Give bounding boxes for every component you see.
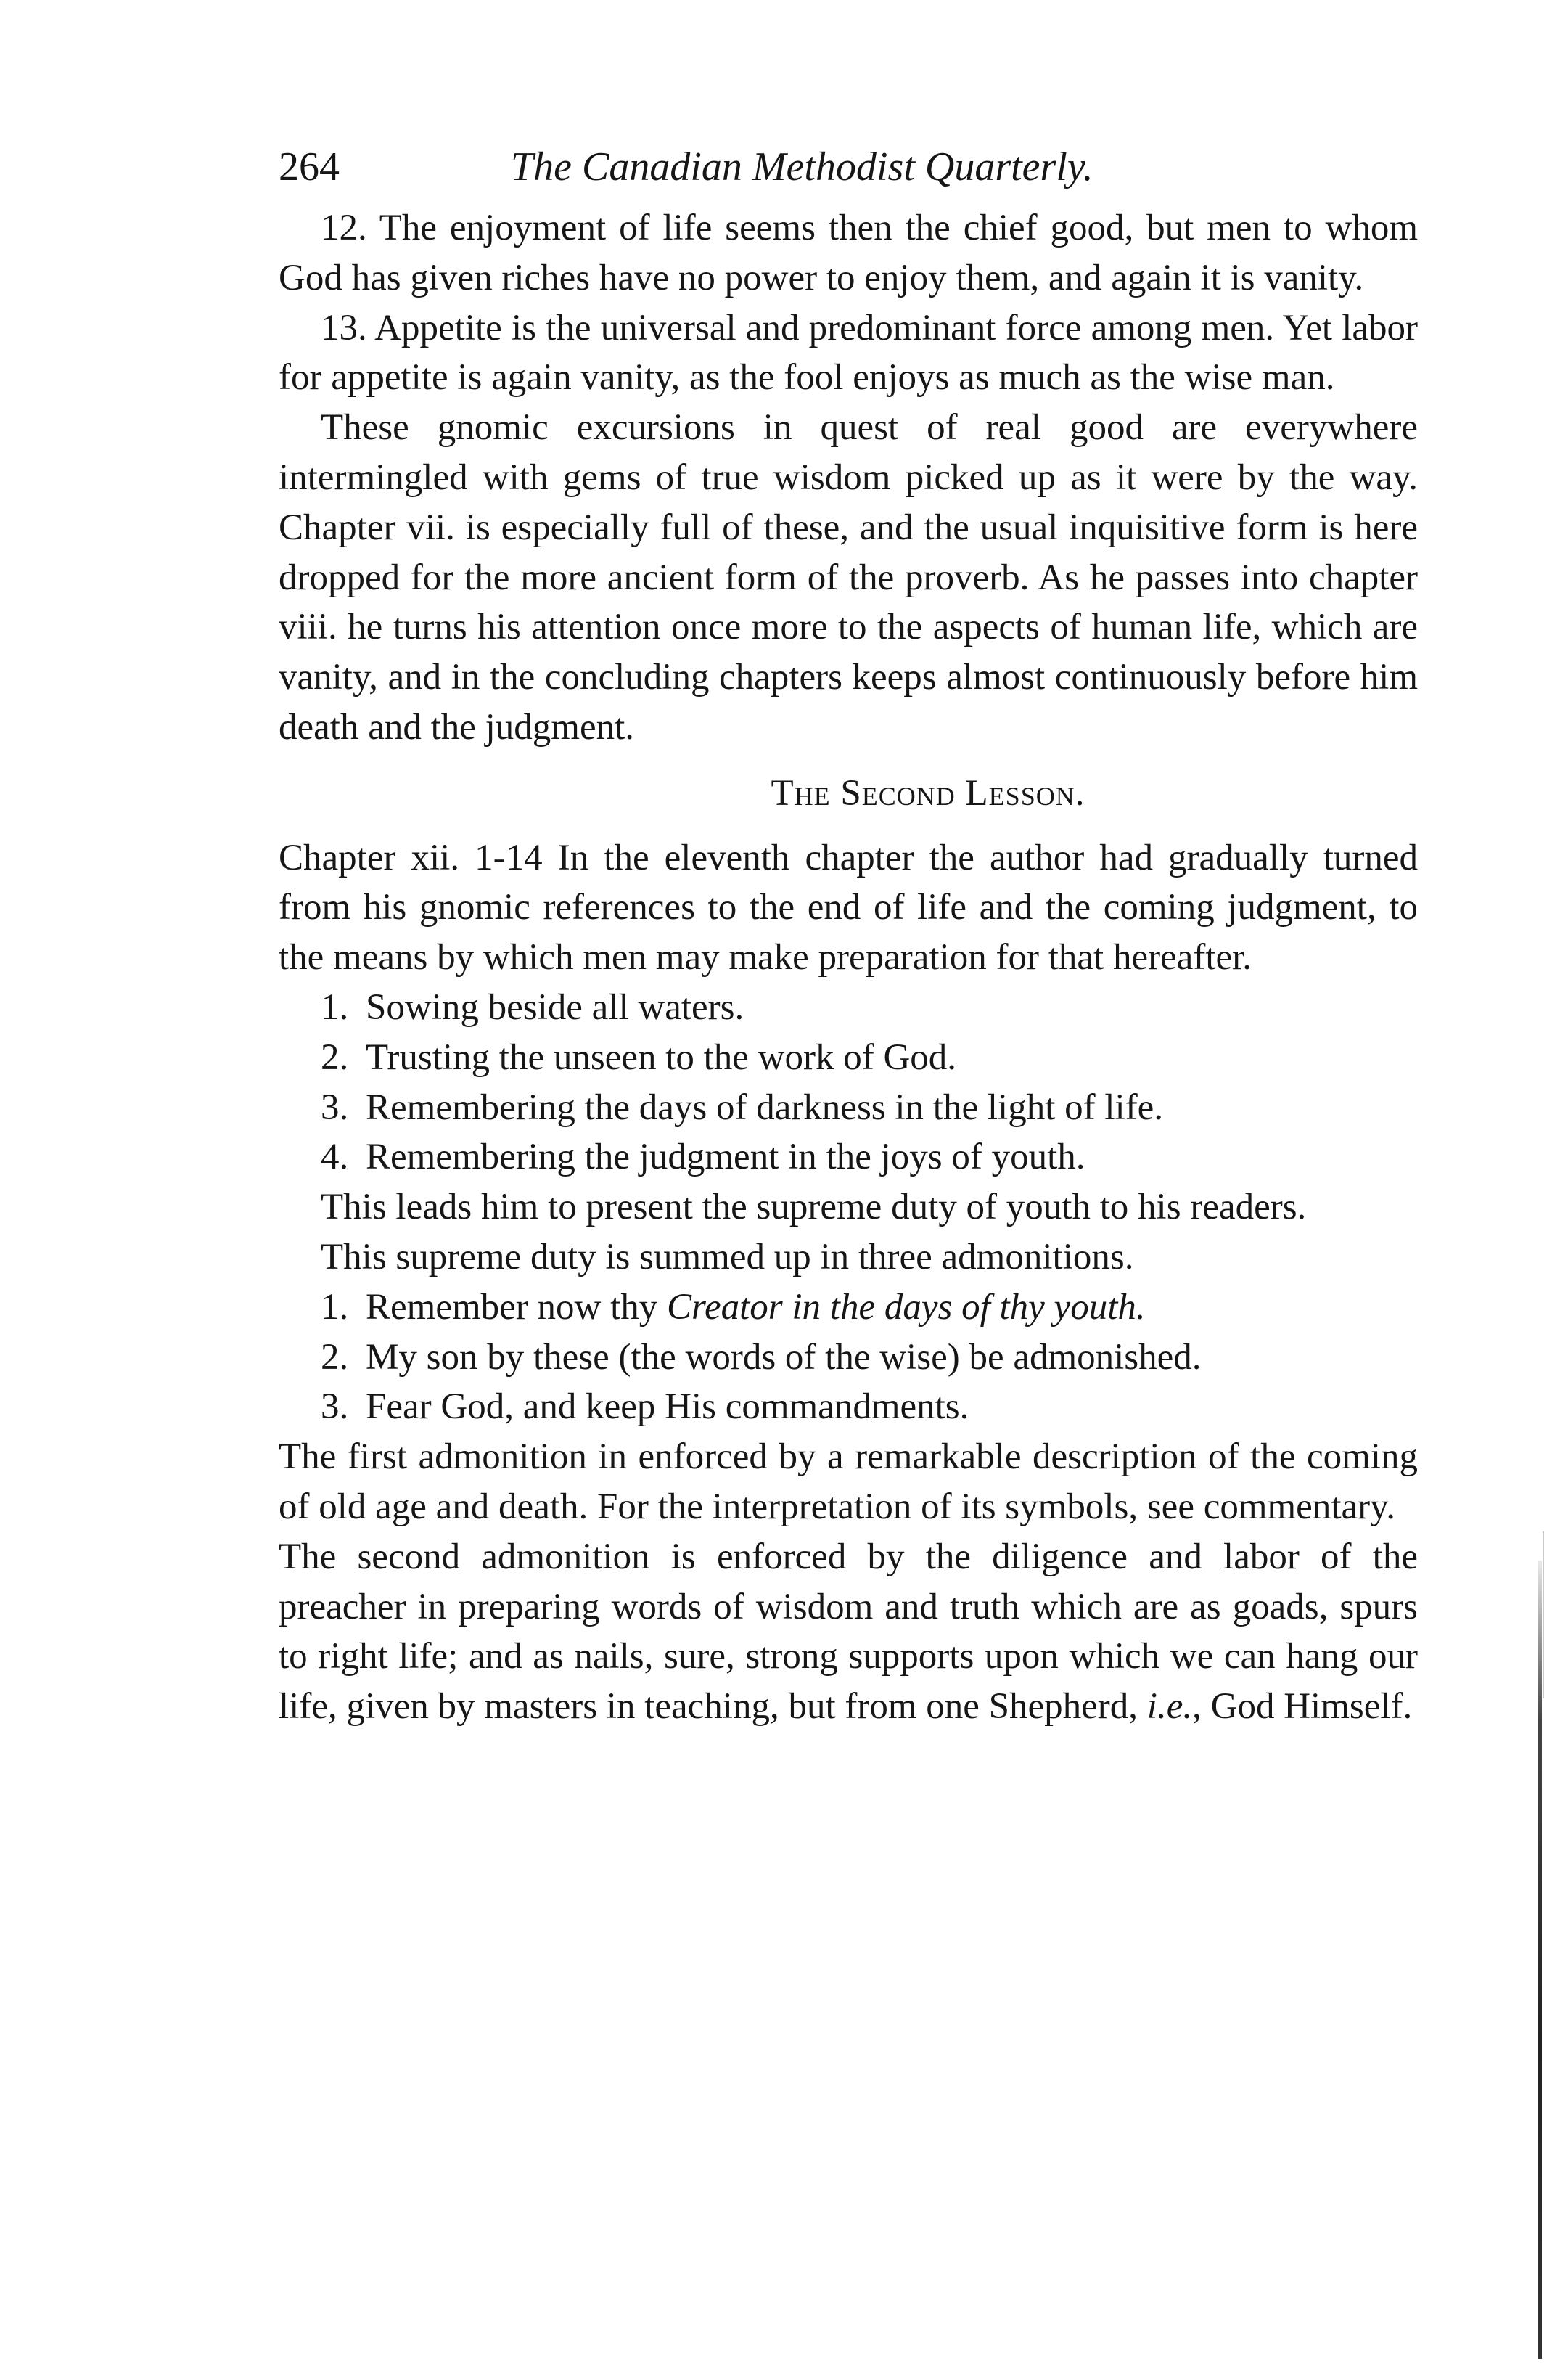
body-text [279,203,1418,1732]
list-item [279,1132,1418,1182]
list-item-number: 2. [321,1336,349,1378]
list-item-text: Remember now thy [366,1286,667,1328]
paragraph-admonitions-intro: This supreme duty is summed up in three admonitions. [321,1236,1134,1277]
list-item [279,1333,1418,1383]
paragraph-second-admonition [279,1532,1418,1732]
means-list [279,983,1418,1182]
list-item [279,1283,1418,1333]
journal-title: The Canadian Methodist Quarterly. [511,144,1093,189]
paragraph-chapter-xii: Chapter xii. 1-14 In the eleventh chapter the author had gradually turned from his gnomic references to the end of life and the coming judgment, to the means by which men may make preparation for that hereafter. [279,837,1418,978]
list-item [279,983,1418,1033]
paragraph-point-13: 13. Appetite is the universal and predominant force among men. Yet labor for appetite is again vanity, as the fool enjoys as much as the wise man. [279,307,1418,398]
paragraph-supreme-duty: This leads him to present the supreme duty of youth to his readers. [321,1187,1307,1228]
list-item-text: Trusting the unseen to the work of God. [366,1036,957,1078]
list-item-text: Sowing beside all waters. [366,986,744,1028]
paragraph-first-admonition: The first admonition in enforced by a remarkable description of the coming of old age and death. For the interpretation of its symbols, see commentary. [279,1436,1418,1527]
list-item-number: 1. [321,1286,349,1328]
abbreviation-ie: i.e. [1146,1686,1193,1727]
paragraph-point-12: 12. The enjoyment of life seems then the chief good, but men to whom God has given riches have no power to enjoy them, and again it is vanity. [279,208,1418,298]
page [279,131,1418,1732]
list-item-text: Remembering the judgment in the joys of youth. [366,1137,1085,1178]
section-heading: The Second Lesson. [771,772,1085,814]
admonitions-list [279,1283,1418,1432]
list-item-text: Fear God, and keep His commandments. [366,1386,969,1428]
list-item-italic-text: Creator in the days of thy youth. [667,1286,1146,1328]
paragraph-text: The second admonition is enforced by the diligence and labor of the preacher in preparing words of wisdom and truth which are as goads, spurs to right life; and as nails, sure, strong supports upon which we can hang our life, given by masters in teaching, but from one Shepherd, [279,1536,1418,1727]
list-item [279,1083,1418,1133]
running-head [279,131,1418,203]
paragraph-text-end: , God Himself. [1192,1686,1413,1727]
list-item-number: 3. [321,1386,349,1428]
list-item-text: My son by these (the words of the wise) be admonished. [366,1336,1202,1378]
list-item-number: 4. [321,1137,349,1178]
list-item-number: 3. [321,1087,349,1128]
paragraph-gnomic-excursions: These gnomic excursions in quest of real good are everywhere intermingled with gems of true wisdom picked up as it were by the way. Chapter vii. is especially full of these, and the usual inquisitive form is here dropped for the more ancient form of the proverb. As he passes into chapter viii. he turns his attention once more to the aspects of human life, which are vanity, and in the concluding chapters keeps almost continuously before him death and the judgment. [279,407,1418,748]
list-item [279,1382,1418,1432]
page-edge-binding [1538,1561,1542,2359]
list-item-text: Remembering the days of darkness in the light of life. [366,1087,1164,1128]
page-number: 264 [279,144,340,189]
list-item-number: 2. [321,1036,349,1078]
list-item-number: 1. [321,986,349,1028]
page-edge-shadow [1543,1531,1544,1698]
list-item [279,1033,1418,1083]
